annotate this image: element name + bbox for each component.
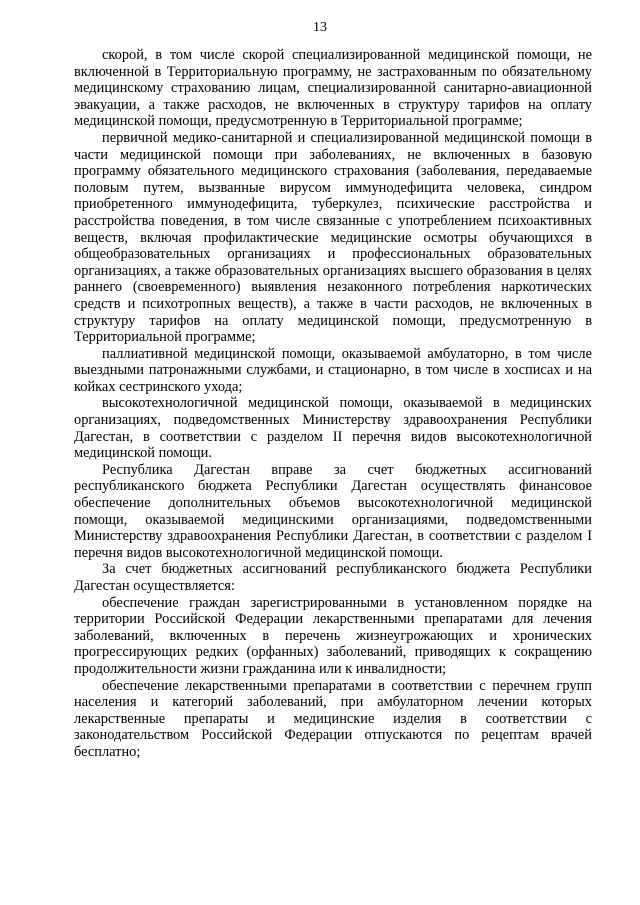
paragraph-additional-funding: Республика Дагестан вправе за счет бюджетных ассигнований республиканского бюджета Республики Дагестан осуществлять финансовое обеспечение дополнительных объемов высокотехнологичной медицинской помощи, оказываемой медицинскими организациями, подведомственными Министерству здравоохранения Республики Дагестан, в соответствии с разделом I перечня видов высокотехнологичной медицинской помощи. bbox=[74, 461, 592, 561]
paragraph-orphan-drugs: обеспечение граждан зарегистрированными в установленном порядке на территории Российской Федерации лекарственными препаратами для лечения заболеваний, включенных в перечень жизнеугрожающих и хронических прогрессирующих редких (орфанных) заболеваний, приводящих к сокращению продолжительности жизни гражданина или к инвалидности; bbox=[74, 594, 592, 677]
page-number: 13 bbox=[313, 20, 327, 35]
paragraph-high-tech-care: высокотехнологичной медицинской помощи, оказываемой в медицинских организациях, подведомственных Министерству здравоохранения Республики Дагестан, в соответствии с разделом II перечня видов высокотехнологичной медицинской помощи. bbox=[74, 395, 592, 462]
document-body bbox=[74, 47, 592, 761]
paragraph-primary-care: первичной медико-санитарной и специализированной медицинской помощи в части медицинской помощи при заболеваниях, не включенных в базовую программу обязательного медицинского страхования (заболевания, передаваемые половым путем, вызванные вирусом иммунодефицита человека, синдром приобретенного иммунодефицита, туберкулез, психические расстройства и расстройства поведения, в том числе связанные с употреблением психоактивных веществ, включая профилактические медицинские осмотры обучающихся в общеобразовательных организациях и профессиональных образовательных организациях, а также образовательных организациях высшего образования в целях раннего (своевременного) выявления незаконного потребления наркотических средств и психотропных веществ), а также в части расходов, не включенных в структуру тарифов на оплату медицинской помощи, предусмотренную в Территориальной программе; bbox=[74, 129, 592, 346]
paragraph-emergency-care: скорой, в том числе скорой специализированной медицинской помощи, не включенной в Территориальную программу, не застрахованным по обязательному медицинскому страхованию лицам, специализированной санитарно-авиационной эвакуации, а также расходов, не включенных в структуру тарифов на оплату медицинской помощи, предусмотренную в Территориальной программе; bbox=[74, 47, 592, 130]
paragraph-palliative-care: паллиативной медицинской помощи, оказываемой амбулаторно, в том числе выездными патронажными службами, и стационарно, в том числе в хосписах и на койках сестринского ухода; bbox=[74, 345, 592, 395]
paragraph-budget-intro: За счет бюджетных ассигнований республиканского бюджета Республики Дагестан осуществляется: bbox=[74, 561, 592, 594]
paragraph-free-prescriptions: обеспечение лекарственными препаратами в соответствии с перечнем групп населения и категорий заболеваний, при амбулаторном лечении которых лекарственные препараты и медицинские изделия в соответствии с законодательством Российской Федерации отпускаются по рецептам врачей бесплатно; bbox=[74, 677, 592, 760]
